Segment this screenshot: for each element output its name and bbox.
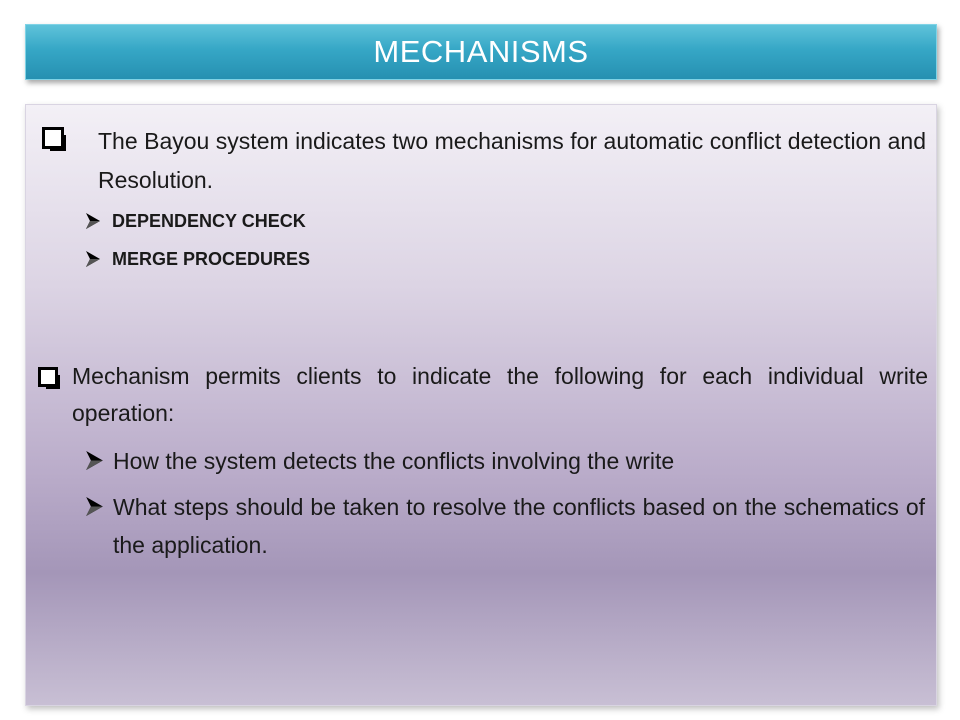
arrow-right-icon xyxy=(86,451,103,470)
sub-bullet-text: What steps should be taken to resolve the conflicts based on the schematics of the application. xyxy=(113,494,925,558)
arrow-right-icon xyxy=(86,251,100,267)
title-bar xyxy=(25,24,937,80)
bullet-item xyxy=(42,122,928,200)
slide-title: MECHANISMS xyxy=(373,34,589,69)
bullet-text: Mechanism permits clients to indicate the following for each individual write operation: xyxy=(72,363,928,426)
sub-bullet-item xyxy=(86,208,306,234)
bullet-item xyxy=(38,358,928,432)
arrow-right-icon xyxy=(86,213,100,229)
sub-bullet-item xyxy=(86,246,310,272)
checkbox-square-icon xyxy=(42,127,64,149)
arrow-right-icon xyxy=(86,497,103,516)
checkbox-square-icon xyxy=(38,367,58,387)
sub-bullet-text: How the system detects the conflicts involving the write xyxy=(113,448,675,474)
sub-bullet-text: MERGE PROCEDURES xyxy=(112,249,311,269)
sub-bullet-item xyxy=(86,488,928,564)
sub-bullet-text: DEPENDENCY CHECK xyxy=(112,211,306,231)
sub-bullet-item xyxy=(86,442,928,480)
bullet-text: The Bayou system indicates two mechanisms for automatic conflict detection and Resolution. xyxy=(98,128,926,193)
